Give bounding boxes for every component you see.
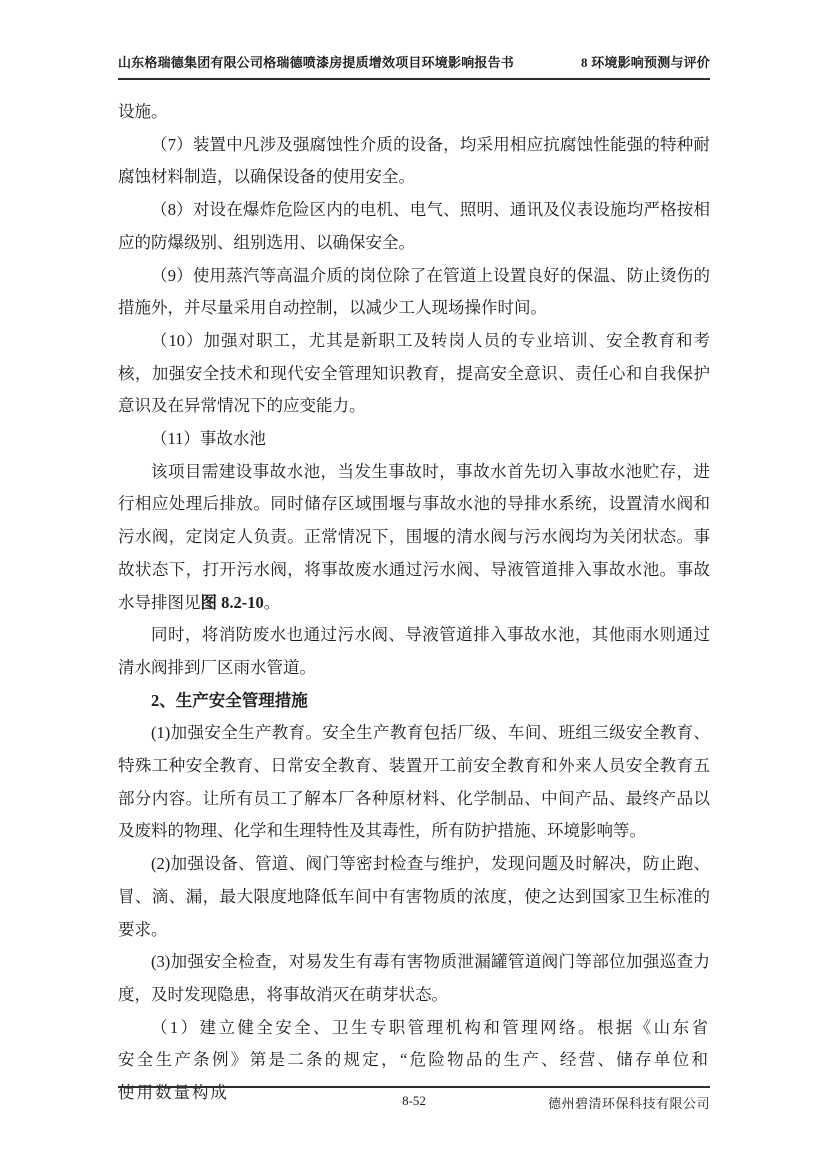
text-segment: 设施。 <box>118 102 168 121</box>
footer-row <box>118 1088 710 1115</box>
paragraph <box>118 848 710 946</box>
paragraph <box>118 260 710 325</box>
text-segment: （9）使用蒸汽等高温介质的岗位除了在管道上设置良好的保温、防止烫伤的措施外，并尽量采用自动控制，以减少工人现场操作时间。 <box>118 265 710 318</box>
text-segment: (3)加强安全检查，对易发生有毒有害物质泄漏罐管道阀门等部位加强巡查力度，及时发现隐患，将事故消灭在萌芽状态。 <box>118 952 710 1004</box>
document-body <box>118 96 710 1110</box>
paragraph <box>118 423 710 456</box>
text-segment: (2)加强设备、管道、阀门等密封检查与维护，发现问题及时解决，防止跑、冒、滴、漏，最大限度地降低车间中有害物质的浓度，使之达到国家卫生标准的要求。 <box>118 854 710 939</box>
text-segment: 该项目需建设事故水池，当发生事故时，事故水首先切入事故水池贮存，进行相应处理后排放。同时储存区域围堰与事故水池的导排水系统，设置清水阀和污水阀，定岗定人负责。正常情况下，围堰的清水阀与污水阀均为关闭状态。事故状态下，打开污水阀，将事故废水通过污水阀、导液管道排入事故水池。事故水导排图见 <box>118 461 710 612</box>
text-segment: 同时，将消防废水也通过污水阀、导液管道排入事故水池，其他雨水则通过清水阀排到厂区雨水管道。 <box>118 625 710 677</box>
figure-reference: 图 8.2-10 <box>200 592 264 612</box>
paragraph <box>118 96 710 129</box>
page-header <box>118 52 710 80</box>
paragraph <box>118 129 710 194</box>
text-segment: （7）装置中凡涉及强腐蚀性介质的设备，均采用相应抗腐蚀性能强的特种耐腐蚀材料制造，以确保设备的使用安全。 <box>118 134 710 187</box>
text-segment: (1)加强安全生产教育。安全生产教育包括厂级、车间、班组三级安全教育、特殊工种安全教育、日常安全教育、装置开工前安全教育和外来人员安全教育五部分内容。让所有员工了解本厂各种原材料、化学制品、中间产品、最终产品以及废料的物理、化学和生理特性及其毒性，所有防护措施、环境影响等。 <box>118 723 710 841</box>
header-doc-title: 山东格瑞德集团有限公司格瑞德喷漆房提质增效项目环境影响报告书 <box>118 55 515 70</box>
text-segment: （10）加强对职工，尤其是新职工及转岗人员的专业培训、安全教育和考核，加强安全技术和现代安全管理知识教育，提高安全意识、责任心和自我保护意识及在异常情况下的应变能力。 <box>118 330 710 416</box>
paragraph <box>118 325 710 423</box>
section-heading <box>118 685 710 718</box>
paragraph <box>118 456 710 620</box>
text-segment: （11）事故水池 <box>151 429 266 449</box>
text-segment: 。 <box>263 592 281 612</box>
paragraph <box>118 194 710 259</box>
page-footer <box>118 1086 710 1115</box>
paragraph <box>118 619 710 684</box>
paragraph <box>118 717 710 848</box>
text-segment: （8）对设在爆炸危险区内的电机、电气、照明、通讯及仪表设施均严格按相应的防爆级别、组别选用、以确保安全。 <box>118 200 710 252</box>
paragraph <box>118 946 710 1011</box>
header-chapter-title: 8 环境影响预测与评价 <box>581 55 710 70</box>
page-number: 8-52 <box>402 1093 426 1108</box>
text-segment: （1）建立健全安全、卫生专职管理机构和管理网络。根据《山东省安全生产条例》第是二条的规定，“危险物品的生产、经营、储存单位和使用数量构成 <box>118 1017 710 1103</box>
footer-company-name: 德州碧清环保科技有限公司 <box>547 1096 710 1111</box>
text-segment: 2、生产安全管理措施 <box>151 690 308 710</box>
